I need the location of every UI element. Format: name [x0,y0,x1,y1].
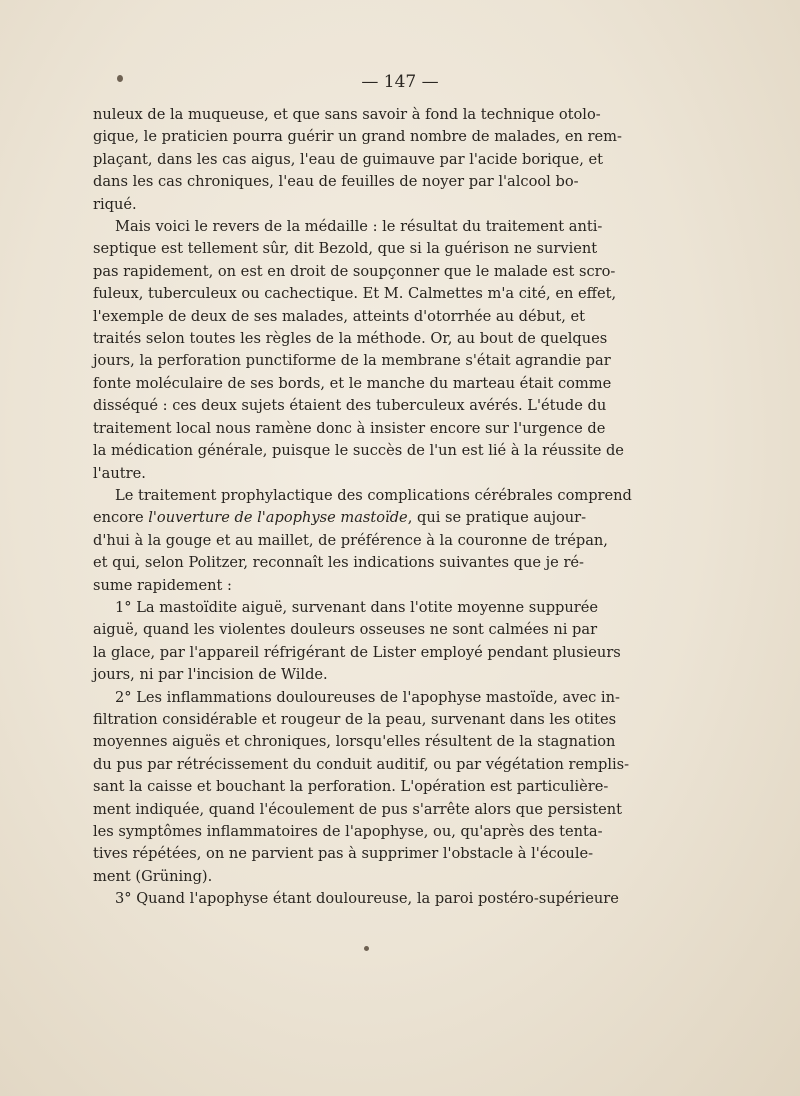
text-line: jours, la perforation punctiforme de la membrane s'était agrandie par [93,352,611,370]
text-line: riqué. [93,195,137,213]
text-line: jours, ni par l'incision de Wilde. [93,666,328,684]
text-line: sant la caisse et bouchant la perforation. L'opération est particulière- [93,778,609,796]
text-line: plaçant, dans les cas aigus, l'eau de guimauve par l'acide borique, et [93,150,603,168]
text-line: la médication générale, puisque le succès de l'un est lié à la réussite de [93,442,624,460]
text-line: dans les cas chroniques, l'eau de feuilles de noyer par l'alcool bo- [93,173,579,191]
text-line: tives répétées, on ne parvient pas à supprimer l'obstacle à l'écoule- [93,845,594,863]
text-line: nuleux de la muqueuse, et que sans savoir à fond la technique otolo- [93,106,601,123]
text-line: pas rapidement, on est en droit de soupçonner que le malade est scro- [93,262,616,280]
text-line: et qui, selon Politzer, reconnaît les indications suivantes que je ré- [93,554,584,572]
text-line: l'exemple de deux de ses malades, atteints d'otorrhée au début, et [93,307,585,325]
text-line: filtration considérable et rougeur de la peau, survenant dans les otites [93,710,617,728]
text-line: l'autre. [93,464,146,482]
text-line: septique est tellement sûr, dit Bezold, que si la guérison ne survient [93,240,598,258]
text-line: la glace, par l'appareil réfrigérant de Lister employé pendant plusieurs [93,643,621,661]
text-line: aiguë, quand les violentes douleurs osseuses ne sont calmées ni par [93,621,598,639]
text-line: Le traitement prophylactique des complications cérébrales comprend [115,486,632,504]
text-line: traités selon toutes les règles de la méthode. Or, au bout de quelques [93,330,608,348]
text-line: disséqué : ces deux sujets étaient des tuberculeux avérés. L'étude du [93,397,607,415]
italic-phrase: l'ouverture de l'apophyse mastoïde [148,509,408,527]
body-text [93,104,632,911]
text-line: d'hui à la gouge et au maillet, de préférence à la couronne de trépan, [93,531,608,549]
ink-speck [364,946,369,951]
text-line: gique, le praticien pourra guérir un grand nombre de malades, en rem- [93,128,622,146]
page-number: — 147 — [361,72,439,92]
text-line: traitement local nous ramène donc à insister encore sur l'urgence de [93,419,606,437]
text-line: les symptômes inflammatoires de l'apophyse, ou, qu'après des tenta- [93,823,603,840]
text-line: ment indiquée, quand l'écoulement de pus s'arrête alors que persistent [93,800,622,818]
text-line: fuleux, tuberculeux ou cachectique. Et M. Calmettes m'a cité, en effet, [93,285,617,303]
text-line: 2° Les inflammations douloureuses de l'apophyse mastoïde, avec in- [115,688,620,706]
text-line: Mais voici le revers de la médaille : le résultat du traitement anti- [115,218,603,236]
text-line: fonte moléculaire de ses bords, et le manche du marteau était comme [93,374,612,392]
text-line: 1° La mastoïdite aiguë, survenant dans l'otite moyenne suppurée [115,598,599,616]
text-line: 3° Quand l'apophyse étant douloureuse, la paroi postéro-supérieure [115,890,619,908]
text-line: moyennes aiguës et chroniques, lorsqu'elles résultent de la stagnation [93,733,616,751]
text-line: encore l'ouverture de l'apophyse mastoïde, qui se pratique aujour- [93,509,587,527]
text-line: sume rapidement : [93,576,232,594]
text-line: du pus par rétrécissement du conduit auditif, ou par végétation remplis- [93,755,630,773]
text-line: ment (Grüning). [93,867,213,885]
